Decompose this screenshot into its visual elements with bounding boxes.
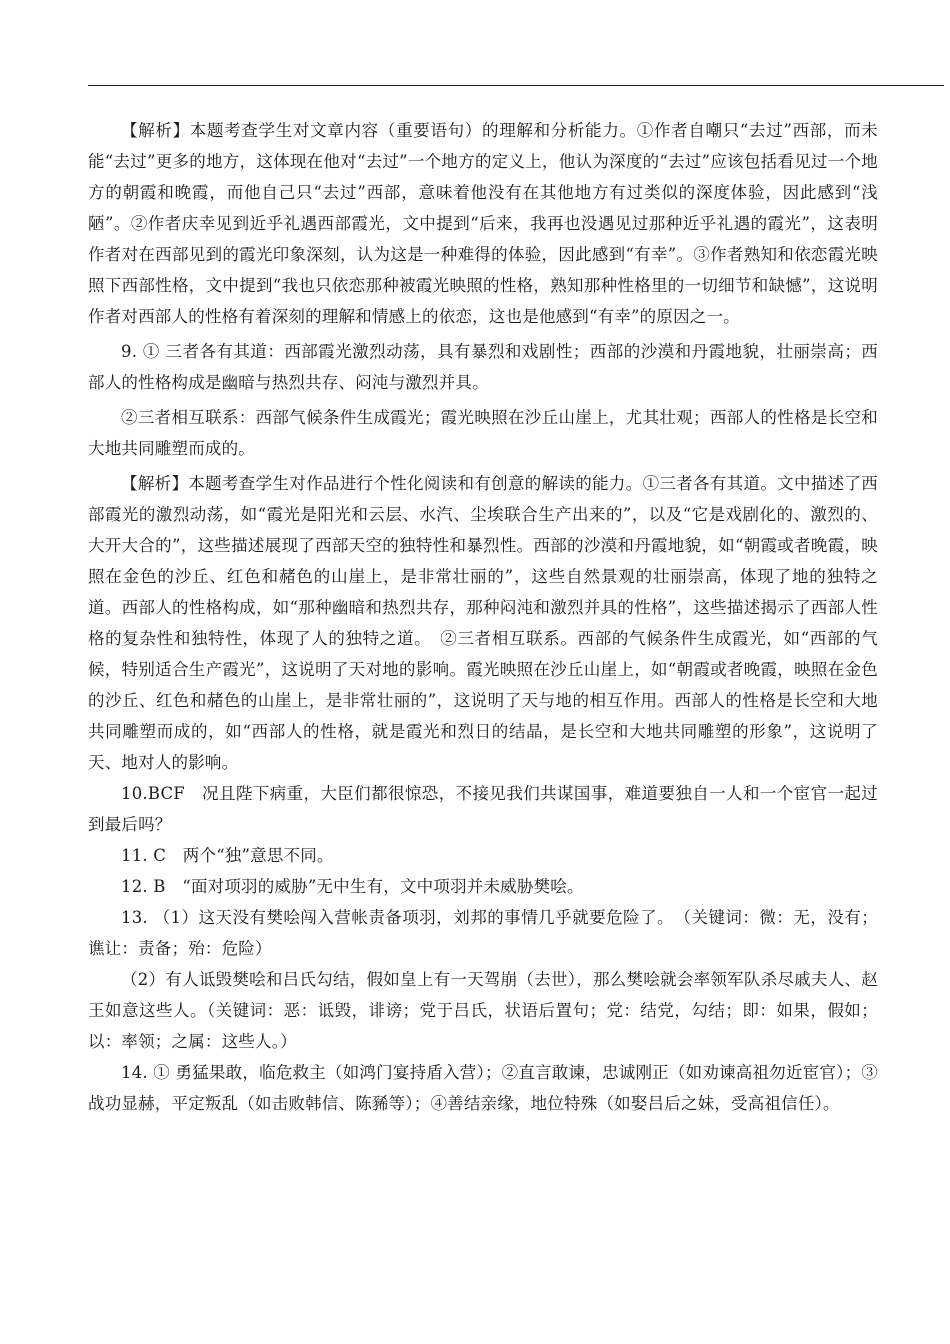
answer-10: 10.BCF 况且陛下病重，大臣们都很惊恐，不接见我们共谋国事，难道要独自一人和一个宦官一起过到最后吗？ xyxy=(88,784,878,834)
header-rule xyxy=(88,85,944,86)
answer-9-part-2: ②三者相互联系：西部气候条件生成霞光；霞光映照在沙丘山崖上，尤其壮观；西部人的性格是长空和大地共同雕塑而成的。 xyxy=(88,408,878,458)
answer-11: 11. C 两个“独”意思不同。 xyxy=(121,846,334,865)
answer-content xyxy=(88,115,878,1119)
analysis-paragraph-8: 【解析】本题考查学生对文章内容（重要语句）的理解和分析能力。①作者自嘲只“去过”西部，而未能“去过”更多的地方，这体现在他对“去过”一个地方的定义上，他认为深度的“去过”应该包括看见过一个地方的朝霞和晚霞，而他自己只“去过”西部，意味着他没有在其他地方有过类似的深度体验，因此感到“浅陋”。②作者庆幸见到近乎礼遇西部霞光，文中提到“后来，我再也没遇见过那种近乎礼遇的霞光”，这表明作者对在西部见到的霞光印象深刻，认为这是一种难得的体验，因此感到“有幸”。③作者熟知和依恋霞光映照下西部性格，文中提到“我也只依恋那种被霞光映照的性格，熟知那种性格里的一切细节和缺憾”，这说明作者对西部人的性格有着深刻的理解和情感上的依恋，这也是他感到“有幸”的原因之一。 xyxy=(88,121,878,326)
answer-13-part-2: （2）有人诋毁樊哙和吕氏勾结，假如皇上有一天驾崩（去世），那么樊哙就会率领军队杀尽戚夫人、赵王如意这些人。（关键词：恶：诋毁，诽谤；党于吕氏，状语后置句；党：结党，勾结；即：如果，假如；以：率领；之属：这些人。） xyxy=(88,970,878,1051)
answer-14: 14. ① 勇猛果敢，临危救主（如鸿门宴持盾入营）；②直言敢谏，忠诚刚正（如劝谏高祖勿近宦官）；③战功显赫，平定叛乱（如击败韩信、陈豨等）；④善结亲缘，地位特殊（如娶吕后之妹，受高祖信任）。 xyxy=(88,1063,878,1113)
answer-12: 12. B “面对项羽的威胁”无中生有，文中项羽并未威胁樊哙。 xyxy=(121,877,584,896)
answer-13-part-1: 13. （1）这天没有樊哙闯入营帐责备项羽，刘邦的事情几乎就要危险了。 （关键词：微：无，没有；谯让：责备；殆：危险） xyxy=(88,908,878,958)
analysis-paragraph-9: 【解析】本题考查学生对作品进行个性化阅读和有创意的解读的能力。①三者各有其道。文中描述了西部霞光的激烈动荡，如“霞光是阳光和云层、水汽、尘埃联合生产出来的”，以及“它是戏剧化的、激烈的、大开大合的”，这些描述展现了西部天空的独特性和暴烈性。西部的沙漠和丹霞地貌，如“朝霞或者晚霞，映照在金色的沙丘、红色和赭色的山崖上，是非常壮丽的”，这些自然景观的壮丽崇高，体现了地的独特之道。西部人的性格构成，如“那种幽暗和热烈共存，那种闷沌和激烈并具的性格”，这些描述揭示了西部人性格的复杂性和独特性，体现了人的独特之道。 ②三者相互联系。西部的气候条件生成霞光，如“西部的气候，特别适合生产霞光”，这说明了天对地的影响。霞光映照在沙丘山崖上，如“朝霞或者晚霞，映照在金色的沙丘、红色和赭色的山崖上，是非常壮丽的”，这说明了天与地的相互作用。西部人的性格是长空和大地共同雕塑而成的，如“西部人的性格，就是霞光和烈日的结晶，是长空和大地共同雕塑的形象”，这说明了天、地对人的影响。 xyxy=(88,474,878,772)
answer-9-part-1: 9. ① 三者各有其道：西部霞光激烈动荡，具有暴烈和戏剧性；西部的沙漠和丹霞地貌，壮丽崇高；西部人的性格构成是幽暗与热烈共存、闷沌与激烈并具。 xyxy=(88,342,878,392)
